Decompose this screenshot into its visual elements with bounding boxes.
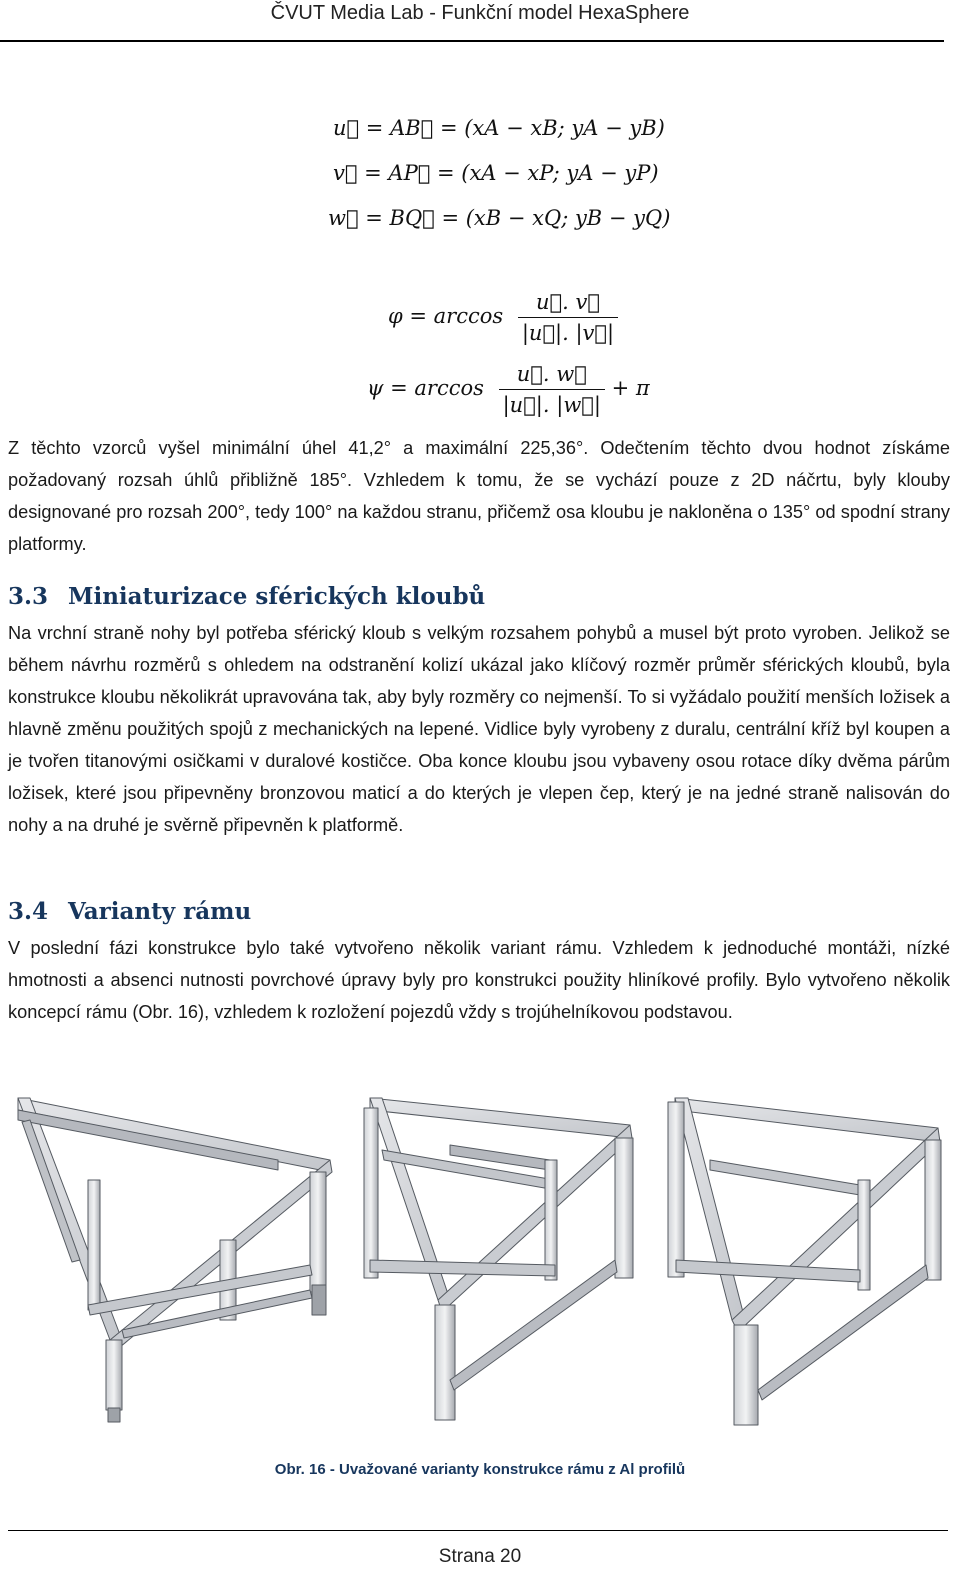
heading-3-4-title: Varianty rámu [68, 898, 252, 925]
heading-3-3 [8, 583, 485, 610]
paragraph-frame-variants: V poslední fázi konstrukce bylo také vytvořeno několik variant rámu. Vzhledem k jednoduché montáži, nízké hmotnosti a absenci nutnosti povrchové úpravy byly pro konstrukci použity hliníkové profily. Bylo vytvořeno několik koncepcí rámu (Obr. 16), vzhledem k rozložení pojezdů vždy s trojúhelníkovou podstavou. [8, 938, 950, 1022]
heading-3-4-number: 3.4 [8, 898, 49, 925]
heading-3-3-title: Miniaturizace sférických kloubů [68, 583, 486, 610]
equation-psi-lhs: ψ = arccos [367, 376, 484, 400]
equation-psi-rhs: + π [611, 376, 650, 400]
page-header: ČVUT Media Lab - Funkční model HexaSphere [270, 2, 690, 24]
equation-phi-numerator: u⃗. v⃗ [518, 290, 618, 318]
paragraph-spherical-joints: Na vrchní straně nohy byl potřeba sférický kloub s velkým rozsahem pohybů a musel být proto vyroben. Jelikož se během návrhu rozměrů s ohledem na odstranění kolizí ukázal jako klíčový rozměr průměr sférických kloubů, byla konstrukce kloubu několikrát upravována tak, aby byly rozměry co nejmenší. To si vyžádalo použití menších ložisek a hlavně změnu použitých spojů z mechanických na lepené. Vidlice byly vyrobeny z duralu, centrální kříž byl koupen a je tvořen titanovými osičkami v duralové kostičce. Oba konce kloubu jsou vybaveny osou rotace díky dvěma párům ložisek, které jsou připevněny bronzovou maticí a do kterých je vlepen čep, který je na jedné straně nalisován do nohy a na druhé je svěrně připevněn k platformě. [8, 623, 950, 835]
equation-psi [367, 362, 650, 417]
equation-u: u⃗ = AB⃗ = (xA − xB; yA − yB) [333, 116, 665, 140]
frame-variant-2 [364, 1098, 633, 1420]
equation-psi-fraction [499, 362, 605, 417]
paragraph-angles: Z těchto vzorců vyšel minimální úhel 41,2° a maximální 225,36°. Odečtením těchto dvou hodnot získáme požadovaný rozsah úhlů přibližně 185°. Vzhledem k tomu, že se vychází pouze z 2D náčrtu, byly klouby designované pro rozsah 200°, tedy 100° na každou stranu, přičemž osa kloubu je nakloněna o 135° od spodní strany platformy. [8, 438, 950, 554]
figure-caption: Obr. 16 - Uvažované varianty konstrukce rámu z Al profilů [274, 1461, 686, 1478]
heading-3-4 [8, 898, 251, 925]
frame-variants-figure [10, 1090, 950, 1430]
equation-phi-lhs: φ = arccos [388, 304, 504, 328]
frame-variant-3 [668, 1098, 941, 1425]
equation-psi-denominator: |u⃗|. |w⃗| [502, 393, 601, 417]
equation-w: w⃗ = BQ⃗ = (xB − xQ; yB − yQ) [328, 206, 671, 230]
equation-phi [388, 290, 618, 345]
footer-divider [8, 1530, 948, 1531]
frame-variant-1 [18, 1098, 332, 1422]
page-number: Strana 20 [438, 1546, 522, 1567]
equation-v: v⃗ = AP⃗ = (xA − xP; yA − yP) [333, 161, 659, 185]
equation-phi-denominator: |u⃗|. |v⃗| [521, 321, 615, 345]
equation-psi-numerator: u⃗. w⃗ [499, 362, 605, 390]
equation-phi-fraction [518, 290, 618, 345]
heading-3-3-number: 3.3 [8, 583, 49, 610]
header-divider [0, 40, 944, 42]
